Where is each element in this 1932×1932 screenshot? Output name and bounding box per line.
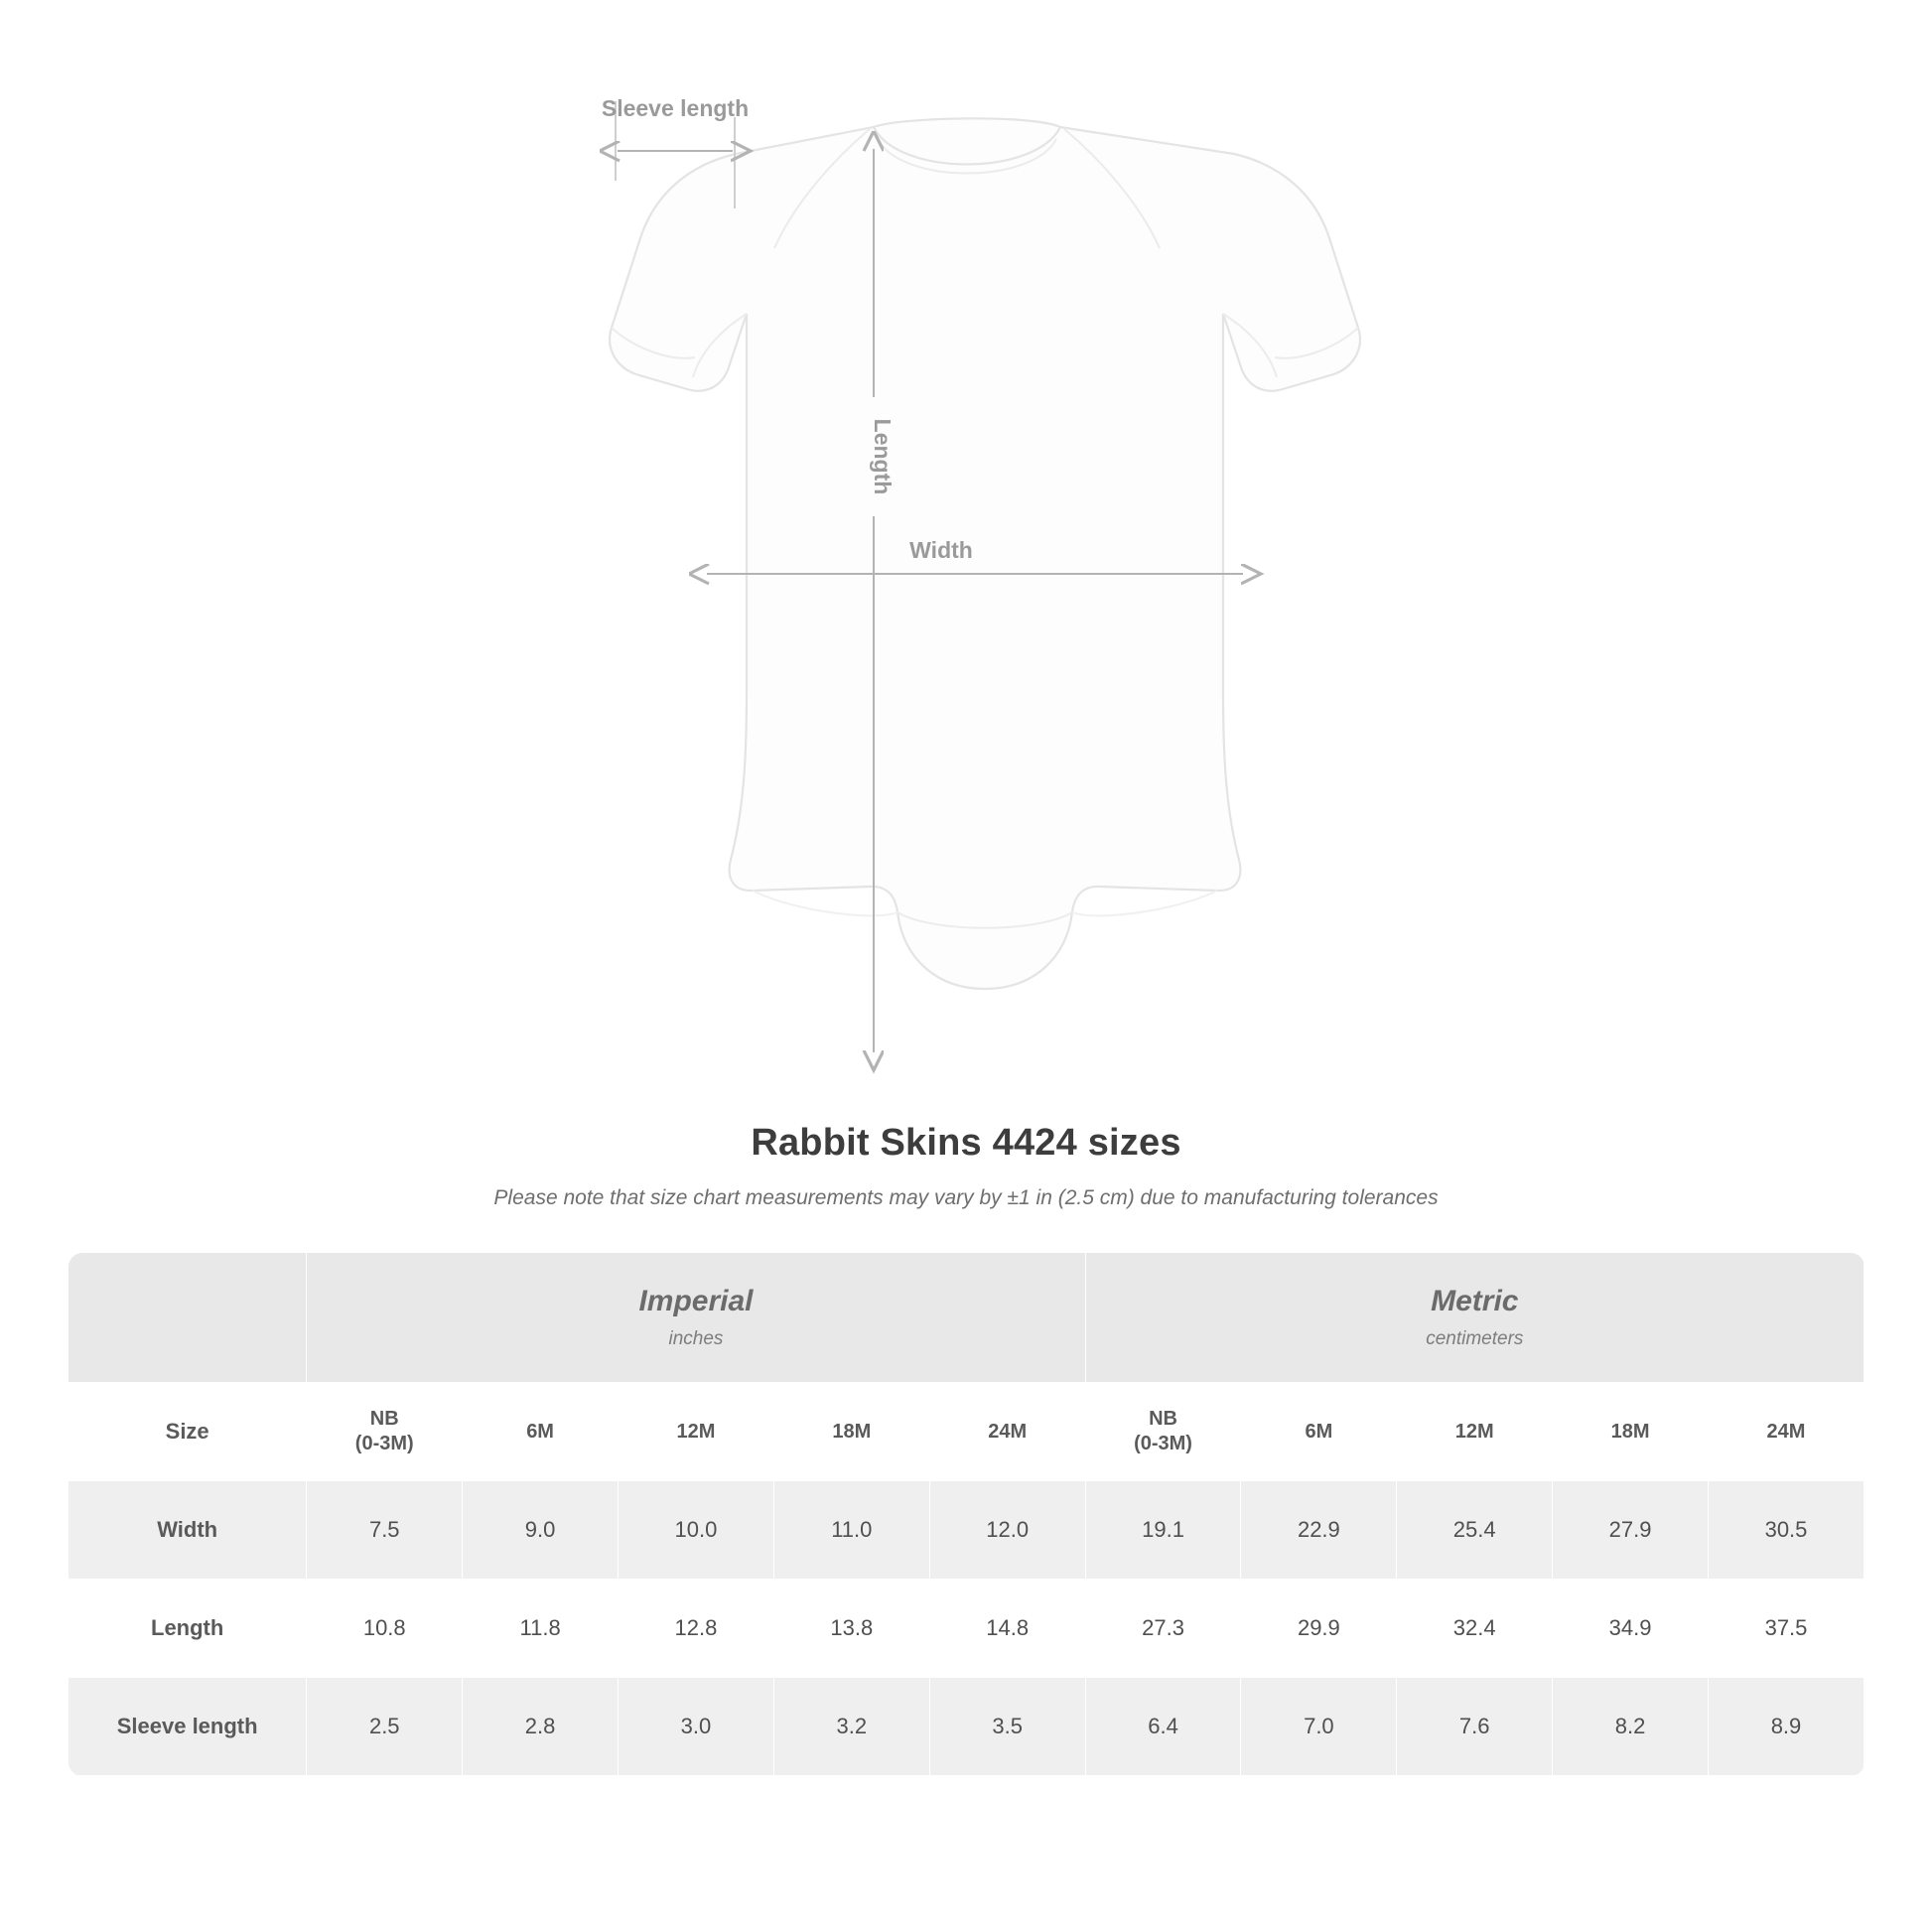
- row-2-cell-3: 3.2: [773, 1678, 929, 1776]
- size-table-wrap: [68, 1252, 1864, 1776]
- header-col-2: [619, 1383, 774, 1481]
- row-1-cell-8: 34.9: [1553, 1580, 1709, 1678]
- row-2-cell-7: 7.6: [1397, 1678, 1553, 1776]
- row-0-cell-4: 12.0: [929, 1481, 1085, 1580]
- header-col-2-line1: 12M: [676, 1420, 716, 1443]
- svg-text:Length: Length: [870, 418, 896, 495]
- row-0-cell-8: 27.9: [1553, 1481, 1709, 1580]
- row-0-cell-5: 19.1: [1085, 1481, 1241, 1580]
- title-block: [0, 1122, 1932, 1210]
- tolerance-note: Please note that size chart measurements may vary by ±1 in (2.5 cm) due to manufacturing tolerances: [493, 1186, 1439, 1209]
- row-1-cell-3: 13.8: [773, 1580, 929, 1678]
- page-title: Rabbit Skins 4424 sizes: [751, 1122, 1181, 1164]
- unit-group-metric: [1085, 1253, 1863, 1383]
- unit-header-spacer: [69, 1253, 307, 1383]
- header-col-5-line1: NB: [1149, 1408, 1177, 1430]
- header-col-8-line1: 18M: [1610, 1420, 1650, 1443]
- row-0-label: Width: [69, 1481, 307, 1580]
- table-row: [69, 1580, 1864, 1678]
- row-2-cell-6: 7.0: [1241, 1678, 1397, 1776]
- row-2-cell-1: 2.8: [463, 1678, 619, 1776]
- table-row: [69, 1481, 1864, 1580]
- row-2-cell-2: 3.0: [619, 1678, 774, 1776]
- header-col-3: [773, 1383, 929, 1481]
- row-1-cell-4: 14.8: [929, 1580, 1085, 1678]
- unit-group-imperial-name: Imperial: [638, 1285, 754, 1317]
- row-0-cell-6: 22.9: [1241, 1481, 1397, 1580]
- row-1-cell-0: 10.8: [307, 1580, 463, 1678]
- row-0-cell-7: 25.4: [1397, 1481, 1553, 1580]
- row-2-cell-4: 3.5: [929, 1678, 1085, 1776]
- row-1-cell-2: 12.8: [619, 1580, 774, 1678]
- unit-group-imperial: [307, 1253, 1085, 1383]
- header-col-5-line2: (0-3M): [1134, 1433, 1192, 1454]
- header-col-8: [1553, 1383, 1709, 1481]
- row-0-cell-9: 30.5: [1708, 1481, 1863, 1580]
- row-1-cell-5: 27.3: [1085, 1580, 1241, 1678]
- row-1-cell-6: 29.9: [1241, 1580, 1397, 1678]
- svg-text:Sleeve length: Sleeve length: [601, 95, 750, 121]
- header-col-0: [307, 1383, 463, 1481]
- header-col-6-line1: 6M: [1305, 1420, 1333, 1443]
- header-col-0-line1: NB: [369, 1408, 399, 1430]
- row-1-cell-9: 37.5: [1708, 1580, 1863, 1678]
- header-col-0-line2: (0-3M): [354, 1433, 414, 1454]
- header-col-6: [1241, 1383, 1397, 1481]
- row-1-label: Length: [69, 1580, 307, 1678]
- header-size-label: Size: [69, 1383, 307, 1481]
- unit-group-metric-name: Metric: [1431, 1285, 1519, 1317]
- header-col-5: [1085, 1383, 1241, 1481]
- unit-group-metric-unit: centimeters: [1426, 1328, 1524, 1349]
- row-2-cell-5: 6.4: [1085, 1678, 1241, 1776]
- row-0-cell-0: 7.5: [307, 1481, 463, 1580]
- row-0-cell-1: 9.0: [463, 1481, 619, 1580]
- row-2-cell-0: 2.5: [307, 1678, 463, 1776]
- column-header-row: [69, 1383, 1864, 1481]
- header-col-9: [1708, 1383, 1863, 1481]
- row-2-cell-9: 8.9: [1708, 1678, 1863, 1776]
- row-1-cell-7: 32.4: [1397, 1580, 1553, 1678]
- unit-group-imperial-unit: inches: [668, 1328, 724, 1349]
- header-col-7-line1: 12M: [1454, 1420, 1494, 1443]
- size-table: [68, 1252, 1864, 1776]
- header-col-7: [1397, 1383, 1553, 1481]
- row-0-cell-3: 11.0: [773, 1481, 929, 1580]
- header-col-1-line1: 6M: [526, 1420, 554, 1443]
- header-col-4-line1: 24M: [988, 1420, 1028, 1443]
- row-1-cell-1: 11.8: [463, 1580, 619, 1678]
- header-col-3-line1: 18M: [832, 1420, 872, 1443]
- svg-text:Width: Width: [909, 537, 973, 563]
- header-col-9-line1: 24M: [1766, 1420, 1806, 1443]
- header-col-4: [929, 1383, 1085, 1481]
- header-col-1: [463, 1383, 619, 1481]
- row-2-label: Sleeve length: [69, 1678, 307, 1776]
- row-0-cell-2: 10.0: [619, 1481, 774, 1580]
- table-row: [69, 1678, 1864, 1776]
- unit-header-row: [69, 1253, 1864, 1383]
- row-2-cell-8: 8.2: [1553, 1678, 1709, 1776]
